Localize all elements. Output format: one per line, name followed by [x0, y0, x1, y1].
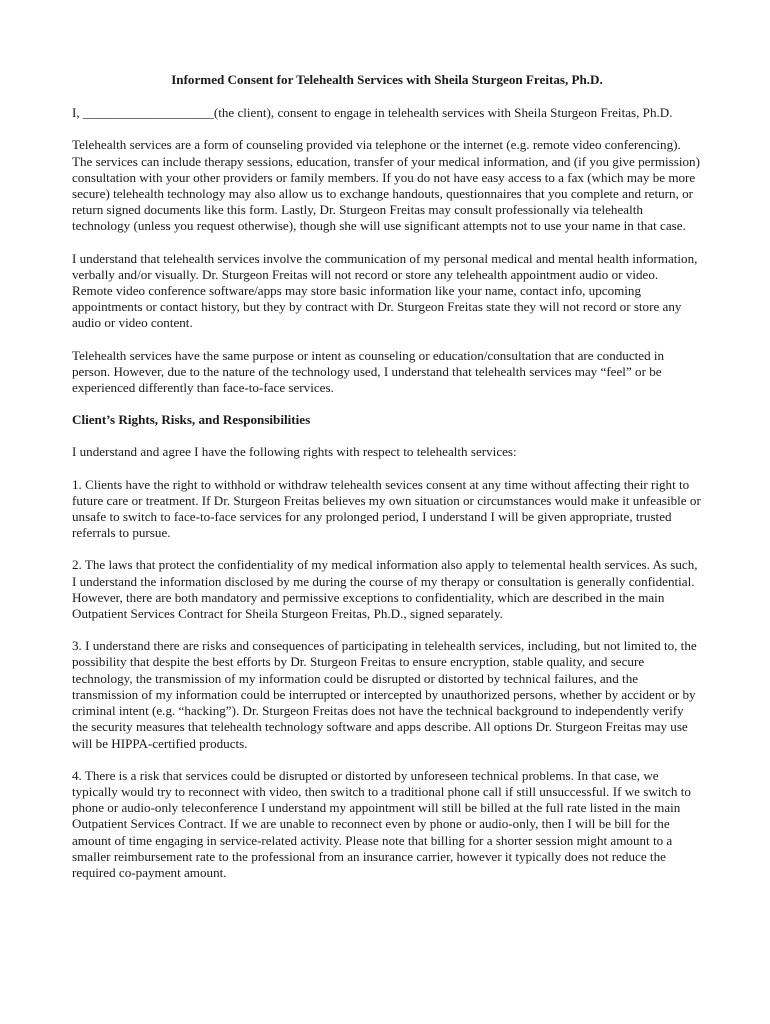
consent-line: I, ____________________(the client), consent to engage in telehealth services with Sheila Sturgeon Freitas, Ph.D. [72, 105, 673, 121]
rights-item-1: 1. Clients have the right to withhold or withdraw telehealth sevices consent at any time without affecting their right to future care or treatment. If Dr. Sturgeon Freitas believes my own situation or circumstances would make it unfeasible or unsafe to switch to face-to-face services for any prolonged period, I understand I will be given appropriate, trusted referrals to pursue. [72, 476, 701, 541]
document-page [72, 72, 702, 897]
rights-item-3: 3. I understand there are risks and consequences of participating in telehealth services, including, but not limited to, the possibility that despite the best efforts by Dr. Sturgeon Freitas to ensure encryption, stable quality, and secure technology, the transmission of my information could be disrupted or distorted by technical failures, and the transmission of my information could be interrupted or intercepted by unauthorized persons, whether by accident or by criminal intent (e.g. “hacking”). Dr. Sturgeon Freitas does not have the technical background to independently verify the security measures that telehealth technology software and apps describe. All options Dr. Sturgeon Freitas may use will be HIPPA-certified products. [72, 638, 697, 751]
paragraph-communication: I understand that telehealth services involve the communication of my personal medical and mental health information, verbally and/or visually. Dr. Sturgeon Freitas will not record or store any telehealth appointment audio or video. Remote video conference software/apps may store basic information like your name, contact info, upcoming appointments or contact history, but they by contract with Dr. Sturgeon Freitas state they will not record or store any audio or video content. [72, 250, 698, 331]
document-title: Informed Consent for Telehealth Services with Sheila Sturgeon Freitas, Ph.D. [171, 72, 603, 87]
rights-item-2: 2. The laws that protect the confidentiality of my medical information also apply to telemental health services. As such, I understand the information disclosed by me during the course of my therapy or consultation is generally confidential. However, there are both mandatory and permissive exceptions to confidentiality, which are described in the main Outpatient Services Contract for Sheila Sturgeon Freitas, Ph.D., signed separately. [72, 557, 698, 622]
paragraph-purpose: Telehealth services have the same purpose or intent as counseling or education/consultation that are conducted in person. However, due to the nature of the technology used, I understand that telehealth services may “feel” or be experienced differently than face-to-face services. [72, 347, 665, 396]
paragraph-telehealth-definition: Telehealth services are a form of counseling provided via telephone or the internet (e.g. remote video conferencing). The services can include therapy sessions, education, transfer of your medical information, and (if you give permission) consultation with your other providers or family members. If you do not have easy access to a fax (which may be more secure) telehealth technology may also allow us to exchange handouts, questionnaires that you complete and return, or return signed documents like this form. Lastly, Dr. Sturgeon Freitas may consult professionally via telehealth technology (unless you request otherwise), though she will use significant attempts not to use your name in that case. [72, 137, 700, 234]
rights-intro: I understand and agree I have the following rights with respect to telehealth services: [72, 444, 517, 460]
rights-heading: Client’s Rights, Risks, and Responsibilities [72, 412, 311, 428]
rights-item-4: 4. There is a risk that services could be disrupted or distorted by unforeseen technical problems. In that case, we typically would try to reconnect with video, then switch to a traditional phone call if still unsuccessful. If we switch to phone or audio-only teleconference I understand my appointment will still be billed at the full rate listed in the main Outpatient Services Contract. If we are unable to reconnect even by phone or audio-only, then I will be bill for the amount of time engaging in service-related activity. Please note that billing for a shorter session might amount to a smaller reimbursement rate to the professional from an insurance carrier, however it typically does not reduce the required co-payment amount. [72, 767, 691, 880]
